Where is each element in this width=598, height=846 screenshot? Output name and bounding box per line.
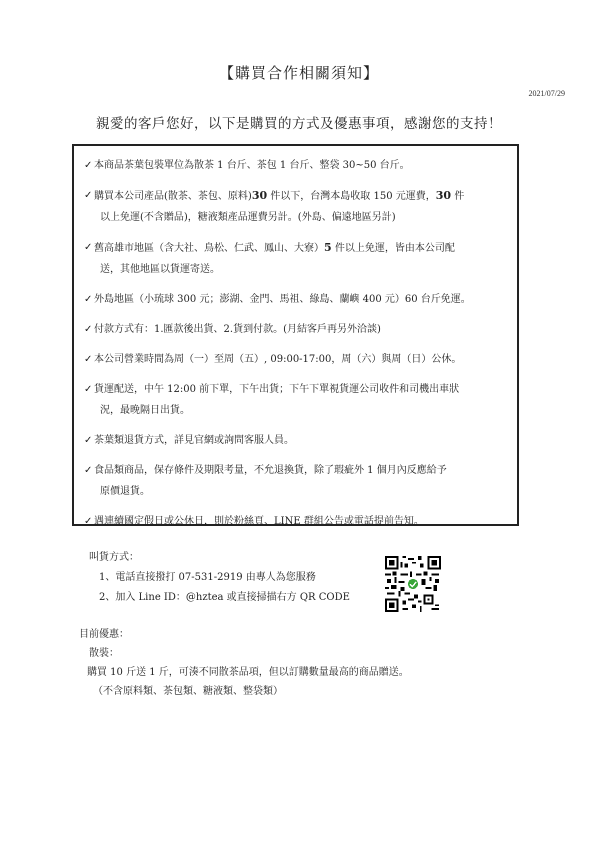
notice-item: ✓ 茶葉類退貨方式，詳見官網或詢問客服人員。 (84, 430, 509, 451)
check-icon: ✓ (84, 294, 93, 305)
greeting-text: 親愛的客戶您好，以下是購買的方式及優惠事項，感謝您的支持！ (96, 116, 502, 132)
order-heading: 叫貨方式： (89, 552, 139, 563)
notice-item: ✓ 食品類商品，保存條件及期限考量，不允退換貨，除了瑕疵外 1 個月內反應給予 原價退貨。 (84, 460, 509, 502)
notice-item: ✓ 付款方式有：1.匯款後出貨、2.貨到付款。(月結客戶再另外洽談) (84, 319, 509, 340)
notice-item: ✓ 本商品茶葉包裝單位為散茶 1 台斤、茶包 1 台斤、整袋 30~50 台斤。 (84, 155, 509, 176)
page-title: 【購買合作相關須知】 (218, 64, 379, 82)
check-icon: ✓ (84, 190, 93, 201)
check-icon: ✓ (84, 324, 93, 335)
promo-heading: 目前優惠： (79, 629, 129, 640)
check-icon: ✓ (84, 516, 93, 527)
promo-text: 購買 10 斤送 1 斤，可湊不同散茶品項，但以訂購數量最高的商品贈送。 (87, 667, 409, 678)
check-icon: ✓ (84, 354, 93, 365)
qr-code-icon[interactable] (385, 556, 441, 612)
order-section (89, 548, 350, 608)
promo-category: 散裝： (89, 648, 119, 659)
notice-item: ✓ 貨運配送，中午 12:00 前下單，下午出貨；下午下單視貨運公司收件和司機出車狀 況，最晚隔日出貨。 (84, 379, 509, 421)
check-icon: ✓ (84, 465, 93, 476)
notice-item: ✓ 舊高雄市地區（含大社、鳥松、仁武、鳳山、大寮）5 件以上免運，皆由本公司配 送，其他地區以貨運寄送。 (84, 237, 509, 280)
notice-item: ✓ 遇連續國定假日或公休日，則於粉絲頁、LINE 群組公告或電話提前告知。 (84, 511, 509, 532)
promo-section (79, 625, 409, 701)
order-method-phone: 1、電話直接撥打 07-531-2919 由專人為您服務 (99, 572, 316, 583)
notice-item: ✓ 外島地區（小琉球 300 元；澎湖、金門、馬祖、綠島、蘭嶼 400 元）60 台斤免運。 (84, 289, 509, 310)
check-icon: ✓ (84, 160, 93, 171)
promo-note: （不含原料類、茶包類、糖液類、整袋類） (93, 686, 283, 697)
notice-item: ✓ 本公司營業時間為周（一）至周（五）, 09:00-17:00，周（六）與周（日）公休。 (84, 349, 509, 370)
check-icon: ✓ (84, 384, 93, 395)
check-icon: ✓ (84, 242, 93, 253)
check-icon: ✓ (84, 435, 93, 446)
notice-box (72, 144, 519, 526)
order-method-line: 2、加入 Line ID：@hztea 或直接掃描右方 QR CODE (99, 592, 350, 603)
notice-item: ✓ 購買本公司產品(散茶、茶包、原料)30 件以下，台灣本島收取 150 元運費，30 件 以上免運(不含贈品)，糖液類產品運費另計。(外島、偏遠地區另計) (84, 185, 509, 228)
document-date: 2021/07/29 (528, 89, 565, 98)
